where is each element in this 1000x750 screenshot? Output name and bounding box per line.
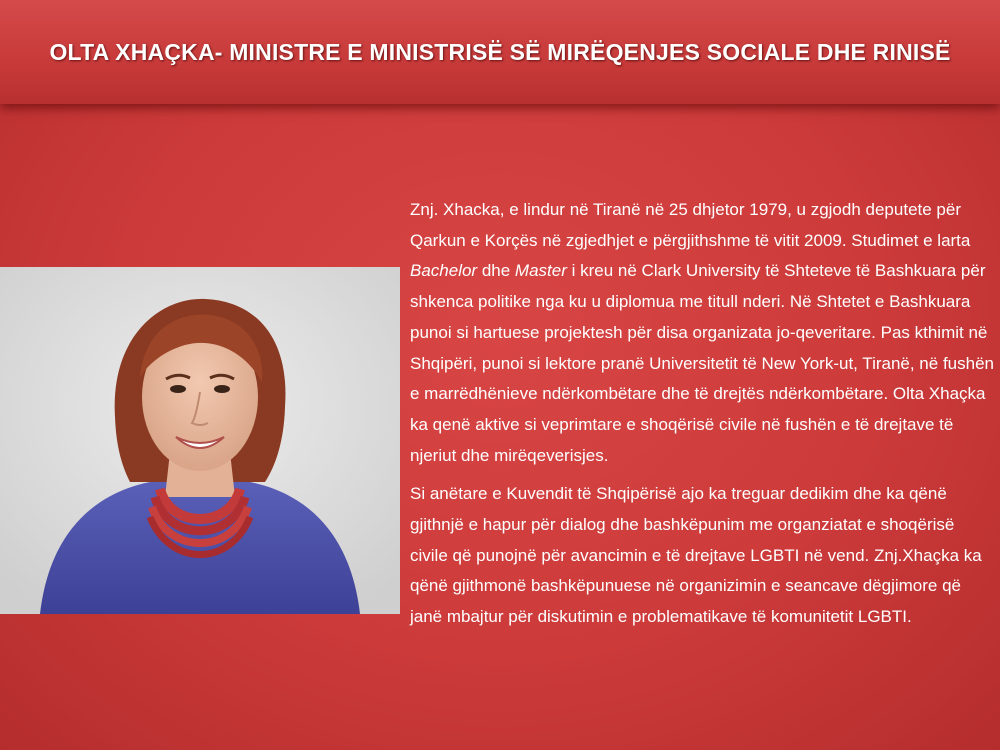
title-bar bbox=[0, 0, 1000, 104]
slide-title: OLTA XHAÇKA- MINISTRE E MINISTRISË SË MIRËQENJES SOCIALE DHE RINISË bbox=[49, 38, 951, 65]
bio-p1-part-c: i kreu në Clark University të Shteteve të Bashkuara për shkenca politike nga ku u diplomua me titull nderi. Në Shtetet e Bashkuara punoi si hartuese projektesh për disa organizata jo-qeveritare. Pas kthimit në Shqipëri, punoi si lektore pranë Universitetit të New York-ut, Tiranë, në fushën e marrëdhënieve ndërkombëtare dhe të drejtës ndërkombëtare. Olta Xhaçka ka qenë aktive si veprimtare e shoqërisë civile në fushën e të drejtave të njeriut dhe mirëqeverisjes. bbox=[410, 261, 994, 465]
bio-p1-part-b: dhe bbox=[477, 261, 515, 281]
bio-p1-part-a: Znj. Xhacka, e lindur në Tiranë në 25 dhjetor 1979, u zgjodh deputete për Qarkun e Korçës në zgjedhjet e përgjithshme të vitit 2009. Studimet e larta bbox=[410, 200, 971, 250]
portrait-photo bbox=[0, 267, 400, 614]
biography-text bbox=[410, 195, 995, 641]
bio-paragraph-2: Si anëtare e Kuvendit të Shqipërisë ajo ka treguar dedikim dhe ka qënë gjithnjë e hapur për dialog dhe bashkëpunim me organziatat e shoqërisë civile që punojnë për avancimin e të drejtave LGBTI në vend. Znj.Xhaçka ka qënë gjithmonë bashkëpunuese në organizimin e seancave dëgjimore që janë mbajtur për diskutimin e problematikave të komunitetit LGBTI. bbox=[410, 484, 982, 627]
bio-paragraph-1 bbox=[410, 195, 995, 471]
bio-p1-master: Master bbox=[514, 261, 567, 281]
bio-p1-bachelor: Bachelor bbox=[410, 261, 478, 281]
portrait-illustration bbox=[0, 267, 400, 614]
